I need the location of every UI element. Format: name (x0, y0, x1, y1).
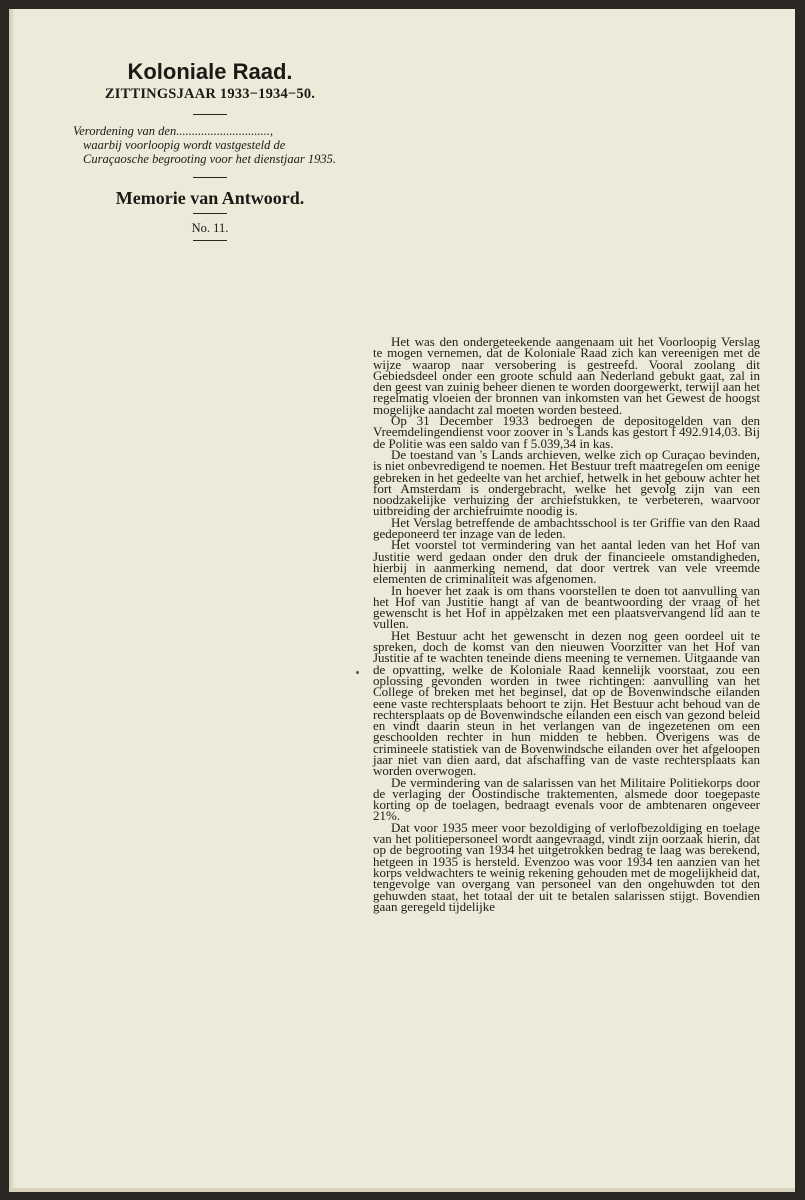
paragraph: In hoever het zaak is om thans voorstellen te doen tot aanvulling van het Hof van Justitie hangt af van de beantwoording der vraag of het gewenscht is het Hof in appèlzaken met een plaatsvervangend lid aan te vullen. (373, 582, 760, 632)
paragraph: Op 31 December 1933 bedroegen de depositogelden van den Vreemdelingendienst voor zoover in 's Lands kas gestort f 492.914,03. Bij de Politie was een saldo van f 5.039,34 in kas. (373, 413, 760, 451)
council-title: Koloniale Raad. (127, 59, 293, 84)
margin-mark (356, 671, 359, 674)
document-heading (71, 59, 349, 247)
paragraph: Het was den ondergeteekende aangenaam uit het Voorloopig Verslag te mogen vernemen, dat de Koloniale Raad zich kan vereenigen met de wijze waarop naar versobering is gestreefd. Vooral zoolang dit Gebiedsdeel onder een groote schuld aan Nederland gebukt gaat, zal in den geest van zuinig beheer dienen te worden doorgewerkt, terwijl aan het regelmatig vloeien der bronnen van inkomsten van het Gewest de hoogst mogelijke aandacht zal moeten worden besteed. (373, 334, 760, 417)
ordinance-line-2: waarbij voorloopig wordt vastgesteld de Curaçaosche begrooting voor het dienstjaar 1935. (83, 138, 336, 166)
page-bottom-edge (9, 1188, 795, 1192)
memorie-title: Memorie van Antwoord. (115, 188, 305, 208)
divider (193, 177, 227, 178)
paragraph: De vermindering van de salarissen van het Militaire Politiekorps door de verlaging der Oostindische traktementen, alsmede door toegepaste korting op de toelagen, bedraagt evenals voor de ambtenaren ongeveer 21%. (373, 774, 760, 824)
paragraph: Het Verslag betreffende de ambachtsschool is ter Griffie van den Raad gedeponeerd ter inzage van de leden. (373, 514, 760, 542)
document-number: No. 11. (191, 221, 229, 235)
body-text (373, 336, 760, 912)
divider (193, 240, 227, 241)
paragraph: Het Bestuur acht het gewenscht in dezen nog geen oordeel uit te spreken, doch de komst van den nieuwen Voorzitter van het Hof van Justitie af te wachten teneinde diens meening te vernemen. Uitgaande van de opvatting, welke de Koloniale Raad kennelijk voorstaat, zou een oplossing gevonden worden in twee richtingen: aanvulling van het College of breken met het beginsel, dat op de Bovenwindsche eilanden eene vaste rechtersplaats behoort te zijn. Het Bestuur acht behoud van de rechtersplaats op de Bovenwindsche eilanden een eisch van gezond beleid en vindt daarin steun in het verlangen van de ingezetenen om een geschoolden rechter in hun midden te hebben. Overigens was de crimineele statistiek van de Bovenwindsche eilanden over het afgeloopen jaar niet van dien aard, dat afschaffing van de vaste rechtersplaats kan worden overwogen. (373, 627, 760, 779)
paragraph: Het voorstel tot vermindering van het aantal leden van het Hof van Justitie werd gedaan onder den druk der financieele omstandigheden, hierbij in aanmerking nemend, dat door vertrek van vele vreemde elementen de criminaliteit was afgenomen. (373, 537, 760, 587)
document-page (9, 9, 795, 1192)
ordinance-title (71, 124, 349, 166)
paragraph: De toestand van 's Lands archieven, welke zich op Curaçao bevinden, is niet onbevredigend te noemen. Het Bestuur treft maatregelen om eenige gebreken in het gedeelte van het archief, hetwelk in het gebouw achter het fort Amsterdam is ondergebracht, welke het gevolg zijn van een noodzakelijke verhuizing der archiefstukken, te verbeteren, waarvoor uitbreiding der archiefruimte noodig is. (373, 446, 760, 519)
page-binding-edge (9, 9, 15, 1192)
session-year: ZITTINGSJAAR 1933−1934−50. (104, 86, 316, 102)
ordinance-line-1: Verordening van den.............................., (73, 124, 274, 138)
divider (193, 213, 227, 214)
paragraph: Dat voor 1935 meer voor bezoldiging of verlofbezoldiging en toelage van het politiepersoneel wordt aangevraagd, vindt zijn oorzaak hierin, dat op de begrooting van 1934 het uitgetrokken bedrag te laag was berekend, hetgeen in 1935 is hersteld. Evenzoo was voor 1934 ten aanzien van het korps veldwachters te weinig rekening gehouden met de mogelijkheid dat, tengevolge van overgang van personeel van den ongehuwden tot den gehuwden staat, het totaal der uit te betalen salarissen stijgt. Bovendien gaan geregeld tijdelijke (373, 819, 760, 914)
divider (193, 114, 227, 115)
